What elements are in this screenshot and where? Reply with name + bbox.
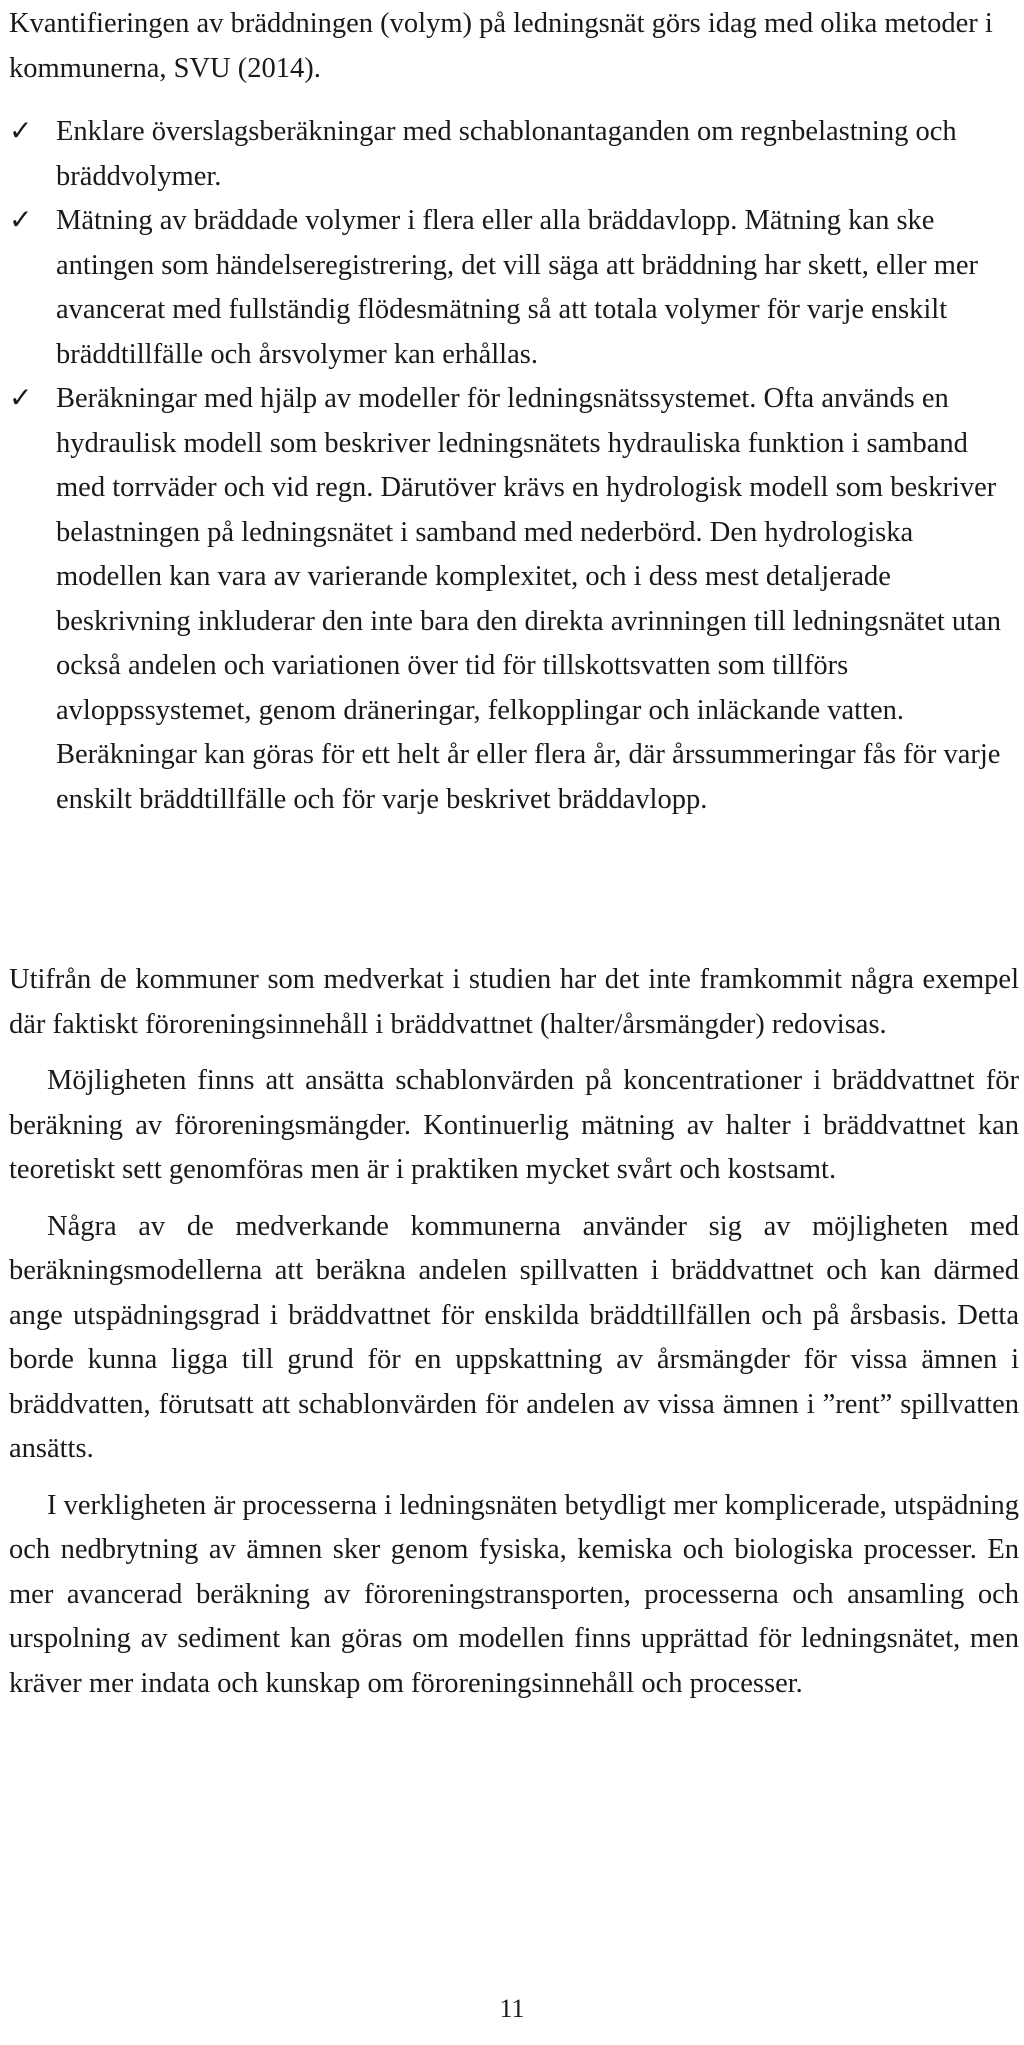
body-paragraph: Utifrån de kommuner som medverkat i studien har det inte framkommit några exempel där faktiskt föroreningsinnehåll i bräddvattnet (halter/årsmängder) redovisas. xyxy=(9,964,1019,1040)
checkmark-icon: ✓ xyxy=(9,116,33,147)
body-text xyxy=(9,958,1019,1706)
body-paragraph: I verkligheten är processerna i ledningsnäten betydligt mer komplicerade, utspädning och nedbrytning av ämnen sker genom fysiska, kemiska och biologiska processer. En mer avancerad beräkning av föroreningstransporten, processerna och ansamling och urspolning av sediment kan göras om modellen finns upprättad för ledningsnätet, men kräver mer indata och kunskap om föroreningsinnehåll och processer. xyxy=(9,1489,1019,1699)
list-item-text: Mätning av bräddade volymer i flera eller alla bräddavlopp. Mätning kan ske antingen som händelseregistrering, det vill säga att bräddning har skett, eller mer avancerat med fullständig flödesmätning så att totala volymer för varje enskilt bräddtillfälle och årsvolymer kan erhållas. xyxy=(56,205,979,370)
list-item xyxy=(9,199,1019,377)
list-item-text: Enklare överslagsberäkningar med schablonantaganden om regnbelastning och bräddvolymer. xyxy=(56,116,957,192)
body-paragraph: Några av de medverkande kommunerna använder sig av möjligheten med beräkningsmodellerna att beräkna andelen spillvatten i bräddvattnet och kan därmed ange utspädningsgrad i bräddvattnet för enskilda bräddtillfällen och på årsbasis. Detta borde kunna ligga till grund för en uppskattning av årsmängder för vissa ämnen i bräddvatten, förutsatt att schablonvärden för andelen av vissa ämnen i ”rent” spillvatten ansätts. xyxy=(9,1210,1019,1464)
list-item xyxy=(9,377,1019,822)
checkmark-icon: ✓ xyxy=(9,383,33,414)
list-item xyxy=(9,110,1019,199)
checkmark-icon: ✓ xyxy=(9,205,33,236)
intro-paragraph: Kvantifieringen av bräddningen (volym) på ledningsnät görs idag med olika metoder i kommunerna, SVU (2014). xyxy=(9,8,993,84)
page-number: 11 xyxy=(499,1994,525,2023)
list-item-text: Beräkningar med hjälp av modeller för ledningsnätssystemet. Ofta används en hydraulisk modell som beskriver ledningsnätets hydrauliska funktion i samband med torrväder och vid regn. Därutöver krävs en hydrologisk modell som beskriver belastningen på ledningsnätet i samband med nederbörd. Den hydrologiska modellen kan vara av varierande komplexitet, och i dess mest detaljerade beskrivning inkluderar den inte bara den direkta avrinningen till ledningsnätet utan också andelen och variationen över tid för tillskottsvatten som tillförs avloppssystemet, genom dräneringar, felkopplingar och inläckande vatten. Beräkningar kan göras för ett helt år eller flera år, där årssummeringar fås för varje enskilt bräddtillfälle och för varje beskrivet bräddavlopp. xyxy=(56,383,1001,815)
body-paragraph: Möjligheten finns att ansätta schablonvärden på koncentrationer i bräddvattnet för beräkning av föroreningsmängder. Kontinuerlig mätning av halter i bräddvattnet kan teoretiskt sett genomföras men är i praktiken mycket svårt och kostsamt. xyxy=(9,1065,1019,1185)
method-list xyxy=(9,110,1019,822)
